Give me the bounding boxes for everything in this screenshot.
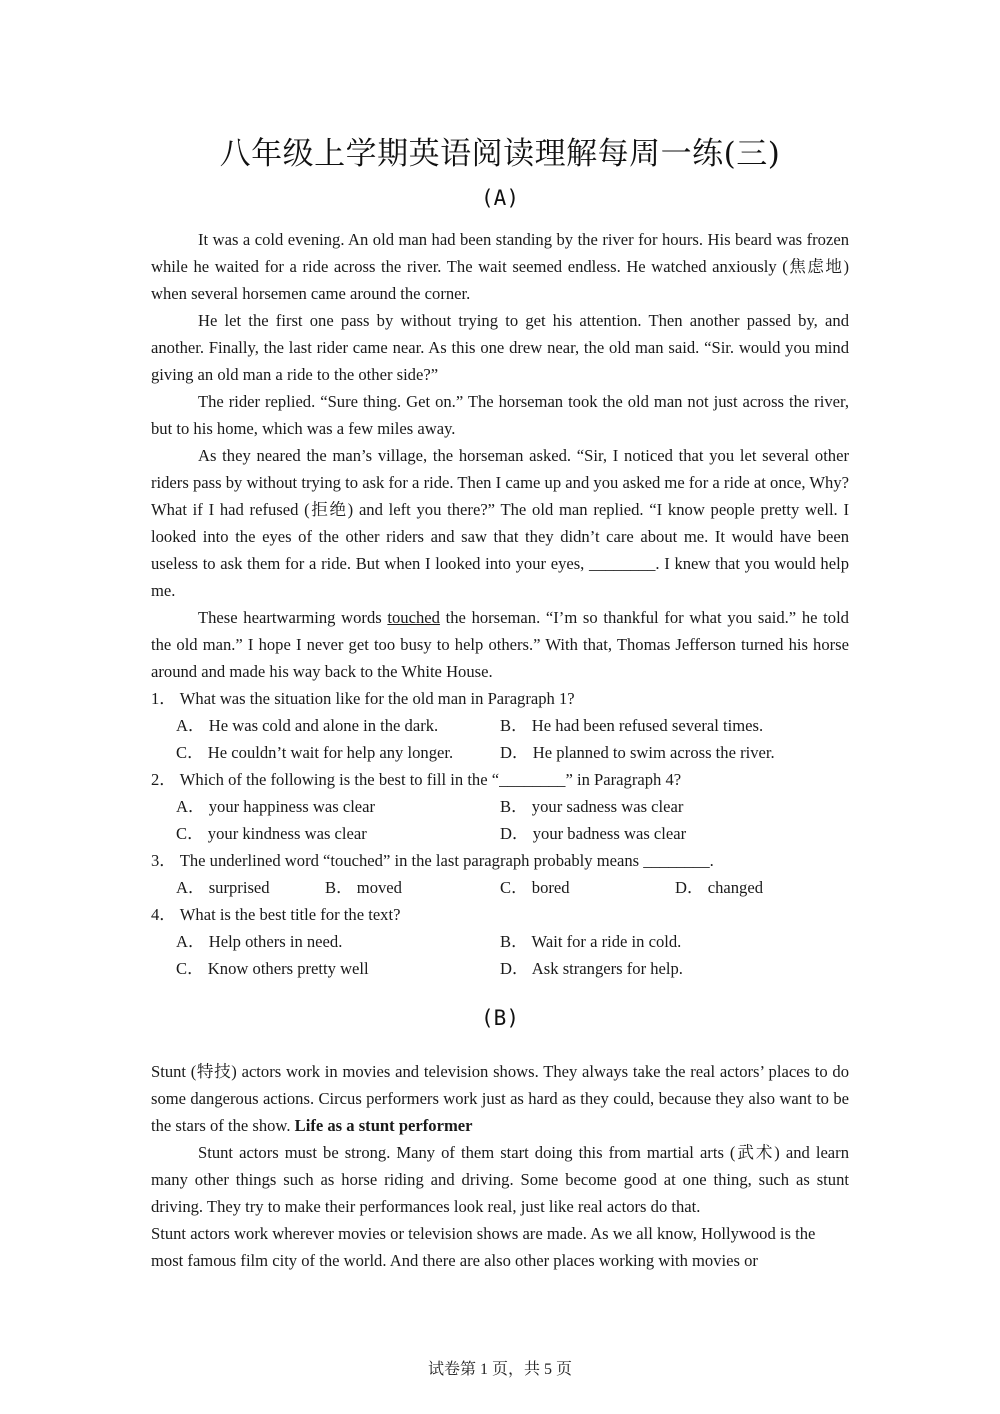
question-2 (151, 766, 849, 847)
question-1-option-a: A． He was cold and alone in the dark. (176, 716, 439, 735)
question-2-option-d: D． your badness was clear (500, 824, 687, 843)
question-4-text: 4． What is the best title for the text? (151, 905, 401, 924)
question-1-options-row-2 (151, 739, 849, 766)
question-1-option-d: D． He planned to swim across the river. (500, 743, 775, 762)
question-2-text: 2． Which of the following is the best to fill in the “________” in Paragraph 4? (151, 770, 682, 789)
question-4-options-row-2 (151, 955, 849, 982)
section-b-body (151, 1058, 849, 1274)
question-3-option-c: C． bored (500, 878, 570, 897)
question-1-text: 1． What was the situation like for the old man in Paragraph 1? (151, 689, 575, 708)
passage-b-paragraph-1 (151, 1058, 849, 1139)
question-3-option-b: B． moved (325, 878, 402, 897)
passage-b-paragraph-1-text: Stunt (特技) actors work in movies and television shows. They always take the real actors’ places to do some dangerous actions. Circus performers work just as hard as they could, because they also want to be the stars of the show. (151, 1062, 849, 1135)
question-1-options-row-1 (151, 712, 849, 739)
passage-b-paragraph-2: Stunt actors must be strong. Many of them start doing this from martial arts (武术) and learn many other things such as horse riding and driving. Some become good at one thing, such as stunt driving. They try to make their performances look real, just like real actors do that. (151, 1143, 849, 1216)
question-3-option-a: A． surprised (176, 878, 270, 897)
passage-a-paragraph-1: It was a cold evening. An old man had been standing by the river for hours. His beard was frozen while he waited for a ride across the river. The wait seemed endless. He watched anxiously (焦虑地) when several horsemen came around the corner. (151, 230, 849, 303)
question-2-option-a: A． your happiness was clear (176, 797, 376, 816)
question-2-option-c: C． your kindness was clear (176, 824, 367, 843)
passage-a-paragraph-2: He let the first one pass by without trying to get his attention. Then another passed by, and another. Finally, the last rider came near. As this one drew near, the old man said. “Sir. would you mind giving an old man a ride to the other side?” (151, 311, 849, 384)
question-4-option-b: B． Wait for a ride in cold. (500, 932, 682, 951)
passage-b-heading: Life as a stunt performer (294, 1116, 473, 1135)
question-2-option-b: B． your sadness was clear (500, 797, 684, 816)
question-2-options-row-2 (151, 820, 849, 847)
question-3-text: 3． The underlined word “touched” in the last paragraph probably means ________. (151, 851, 714, 870)
question-2-options-row-1 (151, 793, 849, 820)
section-b-label: (B) (481, 1006, 519, 1030)
document-title: 八年级上学期英语阅读理解每周一练(三) (219, 136, 781, 172)
question-1-option-b: B． He had been refused several times. (500, 716, 764, 735)
question-1 (151, 685, 849, 766)
underlined-word: touched (387, 608, 440, 627)
question-4-option-c: C． Know others pretty well (176, 959, 369, 978)
para5-after: the horseman. “I’m so thankful for what you said.” he told the old man.” I hope I never get too busy to help others.” With that, Thomas Jefferson turned his horse around and made his way back to the White House. (151, 608, 849, 681)
question-4-option-d: D． Ask strangers for help. (500, 959, 683, 978)
question-1-option-c: C． He couldn’t wait for help any longer. (176, 743, 454, 762)
question-3-options-row (151, 874, 849, 901)
passage-b-paragraph-3: Stunt actors work wherever movies or television shows are made. As we all know, Hollywood is the most famous film city of the world. And there are also other places working with movies or (151, 1224, 816, 1270)
para5-before: These heartwarming words (198, 608, 388, 627)
section-a-label: (A) (481, 186, 519, 210)
passage-a-paragraph-4: As they neared the man’s village, the horseman asked. “Sir, I noticed that you let several other riders pass by without trying to ask for a ride. Then I came up and you asked me for a ride at once, Why? What if I had refused (拒绝) and left you there?” The old man replied. “I know people pretty well. I looked into the eyes of the other riders and saw that they didn’t care about me. It would have been useless to ask them for a ride. But when I looked into your eyes, ________. I knew that you would help me. (151, 446, 849, 600)
page-footer: 试卷第 1 页，共 5 页 (427, 1361, 572, 1378)
question-4-option-a: A． Help others in need. (176, 932, 343, 951)
question-3 (151, 847, 849, 901)
passage-a-paragraph-3: The rider replied. “Sure thing. Get on.” The horseman took the old man not just across the river, but to his home, which was a few miles away. (151, 392, 849, 438)
question-4-options-row-1 (151, 928, 849, 955)
question-4 (151, 901, 849, 982)
passage-a-paragraph-5 (151, 604, 849, 685)
question-3-option-d: D． changed (675, 878, 764, 897)
section-a-body (151, 226, 849, 982)
